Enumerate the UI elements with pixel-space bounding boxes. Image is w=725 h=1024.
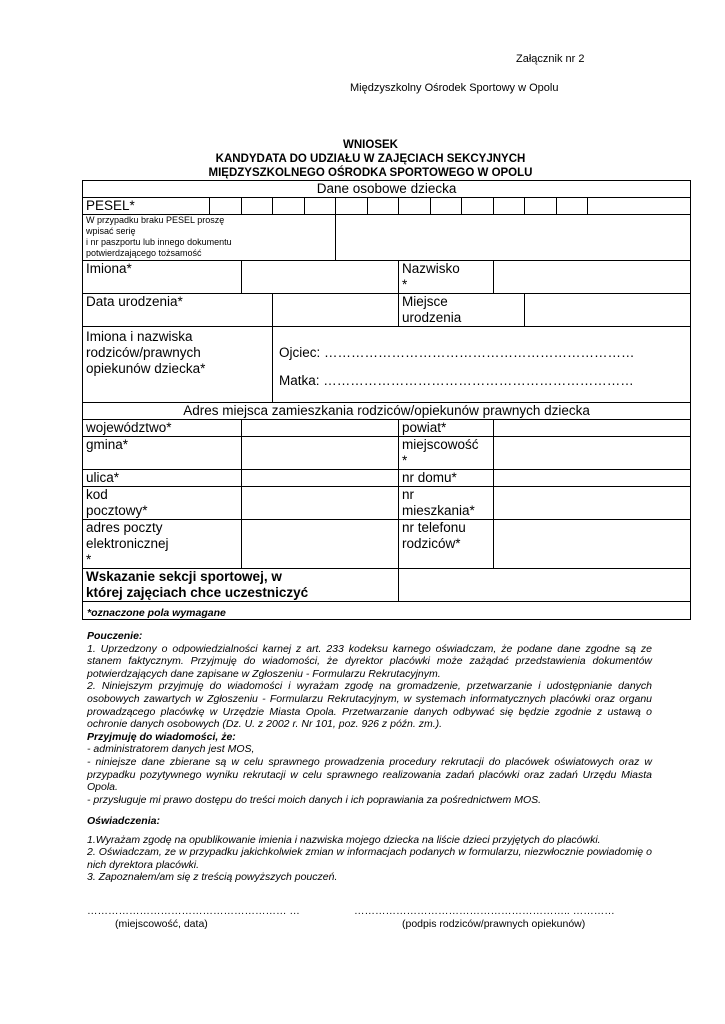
declaration-2: 2. Oświadczam, ze w przypadku jakichkolwiek zmian w informacjach podanych w formularzu, niezwłocznie powiadomię o nich dyrektora placówki. <box>87 846 652 871</box>
acknowledgement-heading: Przyjmuję do wiadomości, że: <box>87 730 236 743</box>
phone-field[interactable] <box>494 520 691 569</box>
flat-label-text: mieszkania* <box>402 503 475 518</box>
attachment-number: Załącznik nr 2 <box>516 53 585 65</box>
phone-label-text: rodziców* <box>402 536 461 551</box>
locality-label <box>399 437 494 470</box>
required-fields-note: *oznaczone pola wymagane <box>87 607 226 619</box>
pesel-alt-line: wpisać serię <box>86 226 136 236</box>
postal-label-text: pocztowy* <box>86 503 148 518</box>
title-line-3: MIĘDZYSZKOLNEGO OŚRODKA SPORTOWEGO W OPOLU <box>208 167 533 179</box>
surname-required-mark: * <box>402 277 408 292</box>
commune-label: gmina* <box>83 437 242 470</box>
pesel-digit-cell[interactable] <box>462 198 494 215</box>
birth-place-field[interactable] <box>525 294 691 327</box>
birth-place-label-text: urodzenia <box>402 310 462 325</box>
pesel-digit-cell[interactable] <box>399 198 431 215</box>
sport-section-label <box>83 569 399 602</box>
pesel-digit-cell[interactable] <box>273 198 305 215</box>
pesel-digit-cell[interactable] <box>336 198 368 215</box>
pesel-alt-line: potwierdzającego tożsamość <box>86 248 202 258</box>
surname-label <box>399 261 494 294</box>
declarations-block <box>87 815 652 884</box>
application-form <box>82 180 691 620</box>
birth-place-label-text: Miejsce <box>402 294 448 309</box>
postal-label-text: kod <box>86 487 108 502</box>
instruction-block <box>87 630 652 806</box>
pesel-digit-cell[interactable] <box>557 198 588 215</box>
instruction-paragraph-2: 2. Niniejszym przyjmuję do wiadomości i wyrażam zgodę na gromadzenie, przetwarzanie i udostępnianie danych osobowych zawartych w Zgłoszeniu - Formularzu Rekrutacyjnym, w systemach informatycznych placówki oraz organu prowadzącego placówkę w Urzędzie Miasta Opola. Przetwarzanie danych odbywać się będzie zgodnie z ustawą o ochronie danych osobowych (Dz. U. z 2002 r. Nr 101, poz. 926 z późn. zm.). <box>87 680 652 731</box>
first-names-field[interactable] <box>242 261 399 294</box>
house-number-label: nr domu* <box>399 470 494 487</box>
commune-field[interactable] <box>242 437 399 470</box>
pesel-digit-cell[interactable] <box>368 198 399 215</box>
first-names-label: Imiona* <box>83 261 242 294</box>
pesel-alternative-label <box>83 215 336 261</box>
email-field[interactable] <box>242 520 399 569</box>
birth-date-label: Data urodzenia* <box>83 294 273 327</box>
acknowledgement-item-3: - przysługuje mi prawo dostępu do treści moich danych i ich poprawiania za pośrednictwem MOS. <box>87 793 542 806</box>
street-label: ulica* <box>83 470 242 487</box>
section-address: Adres miejsca zamieszkania rodziców/opiekunów prawnych dziecka <box>83 403 691 420</box>
flat-number-label <box>399 487 494 520</box>
pesel-digit-cell[interactable] <box>494 198 525 215</box>
voivodeship-label: województwo* <box>83 420 242 437</box>
sport-section-text: Wskazanie sekcji sportowej, w <box>86 569 282 584</box>
house-number-field[interactable] <box>494 470 691 487</box>
place-date-line[interactable]: ………………………………………………… … <box>87 905 300 917</box>
sport-section-text: której zajęciach chce uczestniczyć <box>86 585 309 600</box>
signature-label: (podpis rodziców/prawnych opiekunów) <box>402 918 586 930</box>
section-personal-data: Dane osobowe dziecka <box>83 181 691 198</box>
birth-place-label <box>399 294 525 327</box>
title-line-1: WNIOSEK <box>343 139 398 151</box>
flat-number-field[interactable] <box>494 487 691 520</box>
pesel-label: PESEL* <box>83 198 210 215</box>
place-date-label: (miejscowość, data) <box>115 918 208 930</box>
guardians-label-text: opiekunów dziecka* <box>86 361 206 376</box>
postal-code-field[interactable] <box>242 487 399 520</box>
signature-line[interactable]: …………………………………………………….. ………… <box>354 905 615 917</box>
email-label-text: elektronicznej <box>86 536 169 551</box>
phone-label <box>399 520 494 569</box>
email-label <box>83 520 242 569</box>
instruction-heading: Pouczenie: <box>87 630 143 642</box>
declaration-3: 3. Zapoznałem/am się z treścią powyższych pouczeń. <box>87 871 338 884</box>
surname-field[interactable] <box>494 261 691 294</box>
guardians-label-text: rodziców/prawnych <box>86 345 201 360</box>
voivodeship-field[interactable] <box>242 420 399 437</box>
locality-field[interactable] <box>494 437 691 470</box>
pesel-alt-line: i nr paszportu lub innego dokumentu <box>86 237 232 247</box>
county-field[interactable] <box>494 420 691 437</box>
email-required-mark: * <box>86 552 92 567</box>
locality-required-mark: * <box>402 453 408 468</box>
pesel-digit-cell[interactable] <box>431 198 462 215</box>
locality-label-text: miejscowość <box>402 437 479 452</box>
pesel-digit-cell[interactable] <box>242 198 273 215</box>
declaration-1: 1.Wyrażam zgodę na opublikowanie imienia i nazwiska mojego dziecka na liście dzieci przyjętych do placówki. <box>87 833 601 846</box>
mother-line[interactable]: Matka: …………………………………………………………… <box>279 373 634 388</box>
title-line-2: KANDYDATA DO UDZIAŁU W ZAJĘCIACH SEKCYJNYCH <box>215 153 526 165</box>
guardians-field[interactable] <box>273 327 691 403</box>
father-line[interactable]: Ojciec: …………………………………………………………… <box>279 345 635 360</box>
surname-label-text: Nazwisko <box>402 261 460 276</box>
document-title <box>82 138 659 180</box>
guardians-label-text: Imiona i nazwiska <box>86 329 193 344</box>
birth-date-field[interactable] <box>273 294 399 327</box>
street-field[interactable] <box>242 470 399 487</box>
flat-label-text: nr <box>402 487 415 502</box>
pesel-digit-cell[interactable] <box>305 198 336 215</box>
institution-name: Międzyszkolny Ośrodek Sportowy w Opolu <box>350 82 559 94</box>
sport-section-field[interactable] <box>399 569 691 602</box>
acknowledgement-item-2: - niniejsze dane zbierane są w celu sprawnego prowadzenia procedury rekrutacji do placówek oświatowych oraz w przypadku pozytywnego wyniku rekrutacji w celu sprawnego realizowania zadań placówki oraz zadań Urzędu Miasta Opola. <box>87 755 652 794</box>
pesel-digit-cell[interactable] <box>525 198 557 215</box>
acknowledgement-item-1: - administratorem danych jest MOS, <box>87 743 255 756</box>
pesel-empty-cell <box>588 198 691 215</box>
declarations-heading: Oświadczenia: <box>87 815 160 827</box>
county-label: powiat* <box>399 420 494 437</box>
email-label-text: adres poczty <box>86 520 163 535</box>
pesel-digit-cell[interactable] <box>210 198 242 215</box>
postal-code-label <box>83 487 242 520</box>
document-number-field[interactable] <box>336 215 691 261</box>
guardians-label <box>83 327 273 403</box>
pesel-alt-line: W przypadku braku PESEL proszę <box>86 215 225 225</box>
instruction-paragraph-1: 1. Uprzedzony o odpowiedzialności karnej z art. 233 kodeksu karnego oświadczam, że podane dane zgodne są ze stanem faktycznym. Przyjmuję do wiadomości, że dyrektor placówki może zażądać przedstawienia dokumentów potwierdzających dane zapisane w Zgłoszeniu - Formularzu Rekrutacyjnym. <box>87 642 652 680</box>
phone-label-text: nr telefonu <box>402 520 466 535</box>
